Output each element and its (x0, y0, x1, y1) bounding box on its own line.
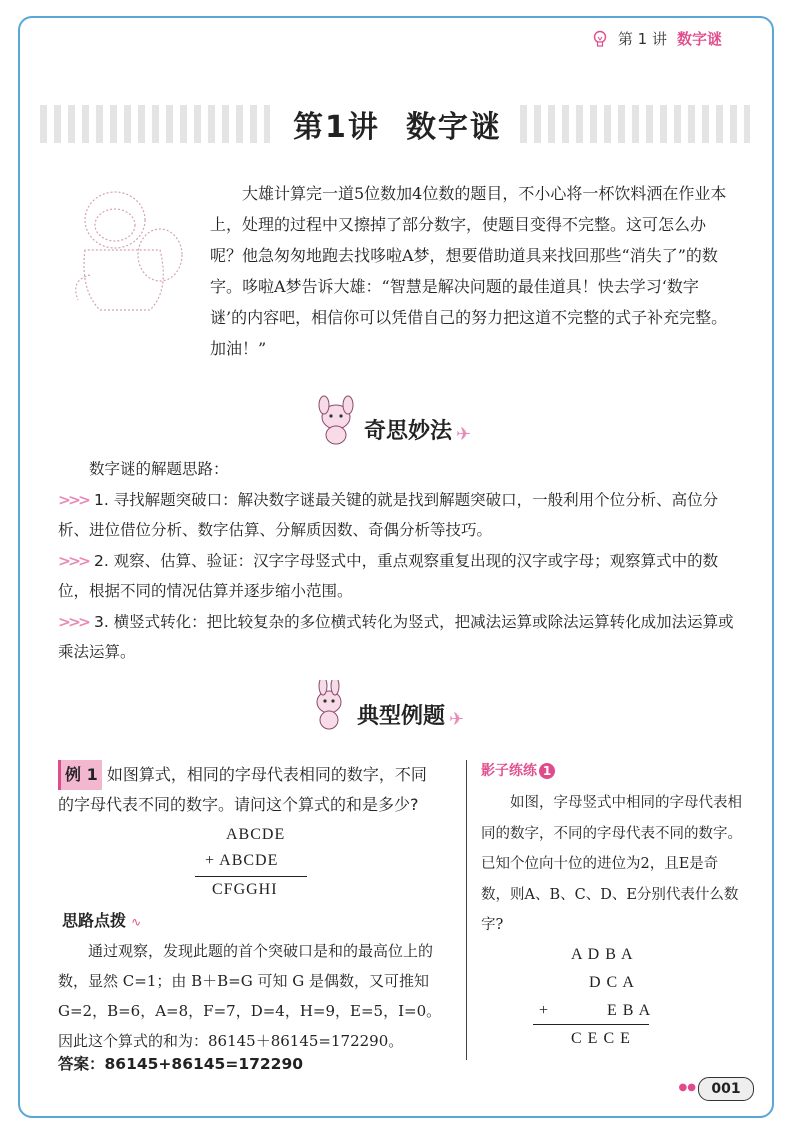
section-dianxing-title: 典型例题 (357, 704, 446, 729)
shadow-row1: A D B A (571, 946, 634, 963)
hint-head (62, 908, 141, 931)
shadow-sum-rule (533, 1024, 649, 1025)
hint-reasoning: 通过观察，发现此题的首个突破口是和的最高位上的数，显然 C=1；由 B＋B=G 可知 G 是偶数，又可推知 G=2，B=6，A=8，F=7，D=4，H=9，E=5，I=0。因此这个算式的和为：86145＋86145=172290。 (58, 942, 442, 1050)
qisi-item-3: >>> 3. 横竖式转化：把比较复杂的多位横式转化为竖式，把减法运算或除法运算转化成加法运算或乘法运算。 (58, 612, 734, 661)
running-header (592, 28, 722, 49)
header-topic: 数字谜 (676, 30, 722, 48)
section-qisi-head (312, 395, 471, 445)
page-number: 001 (698, 1077, 754, 1101)
doraemon-sketch (60, 180, 190, 320)
lesson-title (275, 95, 520, 153)
bunny-mascot-icon (305, 680, 353, 730)
plane-icon: ✈ (449, 709, 465, 730)
title-band (40, 95, 750, 155)
arrow-icon: >>> (58, 490, 88, 509)
example-1-question: 例 1 如图算式，相同的字母代表相同的数字，不同 的字母代表不同的数字。请问这个算式的和是多少? (58, 760, 458, 820)
title-part1: 第1讲 (293, 110, 380, 145)
qisi-item-2: >>> 2. 观察、估算、验证：汉字字母竖式中，重点观察重复出现的汉字或字母；观察算式中的数位，根据不同的情况估算并逐步缩小范围。 (58, 551, 719, 600)
shadow-number-badge: 1 (539, 763, 555, 779)
section-dianxing-head (305, 680, 464, 730)
example-1-label: 例 1 (58, 760, 102, 790)
example-1 (58, 760, 458, 820)
bunny-mascot-icon (312, 395, 360, 445)
decor-stripes-right (520, 105, 750, 143)
qisi-item-1: >>> 1. 寻找解题突破口：解决数字谜最关键的就是找到解题突破口，一般利用个位分析、高位分析、进位借位分析、数字估算、分解质因数、奇偶分析等技巧。 (58, 490, 719, 539)
example-arith-line2: + ABCDE (205, 852, 279, 869)
hint-title: 思路点拨 (62, 911, 127, 930)
section-qisi-body (58, 454, 748, 668)
page-dots-decor: ●● (678, 1082, 696, 1093)
shadow-row2: D C A (589, 974, 635, 991)
decor-stripes-left (40, 105, 270, 143)
example-arith-line3: CFGGHI (212, 881, 278, 898)
shadow-text: 如图，字母竖式中相同的字母代表相同的数字，不同的字母代表不同的数字。已知个位向十位的进位为2，且E是奇数，则A、B、C、D、E分别代表什么数字? (481, 795, 742, 933)
shadow-practice (466, 760, 747, 1060)
example-answer: 答案：86145+86145=172290 (58, 1055, 304, 1073)
arrow-icon: >>> (58, 551, 88, 570)
header-lesson: 第 1 讲 (617, 30, 667, 48)
section-qisi-title: 奇思妙法 (364, 419, 453, 444)
pulse-icon: ∿ (131, 915, 142, 929)
plane-icon: ✈ (456, 424, 472, 445)
example-sum-rule (195, 876, 307, 877)
shadow-title: 影子练练 1 (481, 760, 555, 780)
shadow-row3: E B A (607, 1002, 652, 1019)
title-part2: 数字谜 (405, 110, 502, 145)
story-paragraph: 大雄计算完一道5位数加4位数的题目，不小心将一杯饮料洒在作业本上，处理的过程中又擦掉了部分数字，使题目变得不完整。这可怎么办呢？他急匆匆地跑去找哆啦A梦，想要借助道具来找回那些“消失了”的数字。哆啦A梦告诉大雄：“智慧是解决问题的最佳道具！快去学习‘数字谜’的内容吧，相信你可以凭借自己的努力把这道不完整的式子补充完整。加油！” (210, 184, 728, 358)
shadow-result: C E C E (571, 1030, 631, 1047)
arrow-icon: >>> (58, 612, 88, 631)
lightbulb-icon (592, 30, 608, 48)
shadow-plus: + (539, 1002, 550, 1019)
qisi-intro: 数字谜的解题思路： (89, 460, 229, 478)
example-arith-line1: ABCDE (226, 826, 286, 843)
